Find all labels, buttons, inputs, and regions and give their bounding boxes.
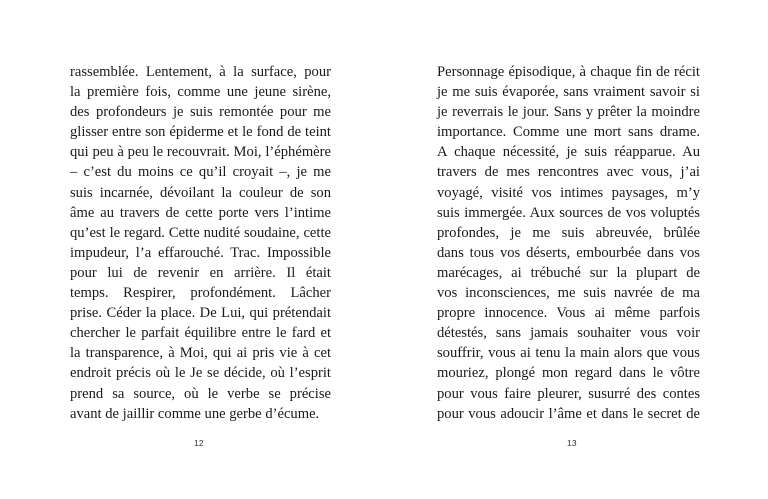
- text-line: mouriez, plongé mon regard dans le vôtre: [437, 365, 700, 382]
- text-line: chercher le parfait équilibre entre le fard et: [70, 325, 331, 342]
- text-line: travers de mes rencontres avec vous, j’ai: [437, 164, 700, 181]
- text-line: pour vous adoucir l’âme et dans le secret de: [437, 405, 700, 422]
- text-line: âme au travers de cette porte vers l’intime: [70, 204, 331, 221]
- text-line: vos inconsciences, me suis navrée de ma: [437, 285, 700, 302]
- text-line: suis immergée. Aux sources de vos voluptés: [437, 204, 700, 221]
- text-line: rassemblée. Lentement, à la surface, pour: [70, 64, 331, 80]
- text-line: glisser entre son épiderme et le fond de teint: [70, 124, 331, 141]
- text-line: qu’est le regard. Cette nudité soudaine, cette: [70, 224, 331, 241]
- text-line: impudeur, l’a effarouché. Trac. Impossible: [70, 244, 331, 261]
- text-line: prise. Céder la place. De Lui, qui prétendait: [70, 305, 331, 322]
- right-page: [384, 0, 768, 499]
- text-line: je me suis évaporée, sans vraiment savoir si: [437, 84, 700, 101]
- text-line: propre innocence. Vous ai même parfois: [437, 305, 700, 322]
- text-line: avant de jaillir comme une gerbe d’écume.: [70, 405, 320, 422]
- text-line: prend sa source, où le verbe se précise: [70, 385, 331, 402]
- text-line: pour vous faire pleurer, susurré des contes: [437, 385, 700, 402]
- text-line: détestés, sans jamais souhaiter vous voir: [437, 325, 700, 342]
- text-line: souffrir, vous ai tenu la main alors que vous: [437, 345, 700, 362]
- text-line: A chaque nécessité, je suis réapparue. Au: [437, 144, 700, 161]
- text-line: profondes, je me suis abreuvée, brûlée: [437, 224, 700, 241]
- left-page-text: [70, 62, 331, 424]
- page-number: 12: [194, 438, 204, 448]
- text-line: endroit précis où le Je se décide, où l’esprit: [70, 365, 331, 382]
- text-line: voyagé, visité vos intimes paysages, m’y: [437, 184, 700, 201]
- text-line: la transparence, à Moi, qui ai pris vie à cet: [70, 345, 331, 362]
- page-number: 13: [567, 438, 577, 448]
- text-line: – c’est du moins ce qu’il croyait –, je me: [70, 164, 331, 181]
- text-line: marécages, ai trébuché sur la plupart de: [437, 264, 700, 281]
- text-line: dans tous vos déserts, embourbée dans vos: [437, 244, 700, 261]
- text-line: suis incarnée, dévoilant la couleur de son: [70, 184, 331, 201]
- text-line: la première fois, comme une jeune sirène,: [70, 84, 331, 101]
- right-page-text: [437, 62, 700, 424]
- text-line: je reverrais le jour. Sans y prêter la moindre: [437, 104, 700, 121]
- text-line: pour lui de revenir en arrière. Il était: [70, 264, 331, 281]
- text-line: importance. Comme une mort sans drame.: [437, 124, 700, 141]
- text-line: Personnage épisodique, à chaque fin de récit: [437, 64, 700, 80]
- text-line: qui peu à peu le recouvrait. Moi, l’éphémère: [70, 144, 331, 161]
- text-line: temps. Respirer, profondément. Lâcher: [70, 285, 331, 302]
- text-line: des profondeurs je suis remontée pour me: [70, 104, 331, 121]
